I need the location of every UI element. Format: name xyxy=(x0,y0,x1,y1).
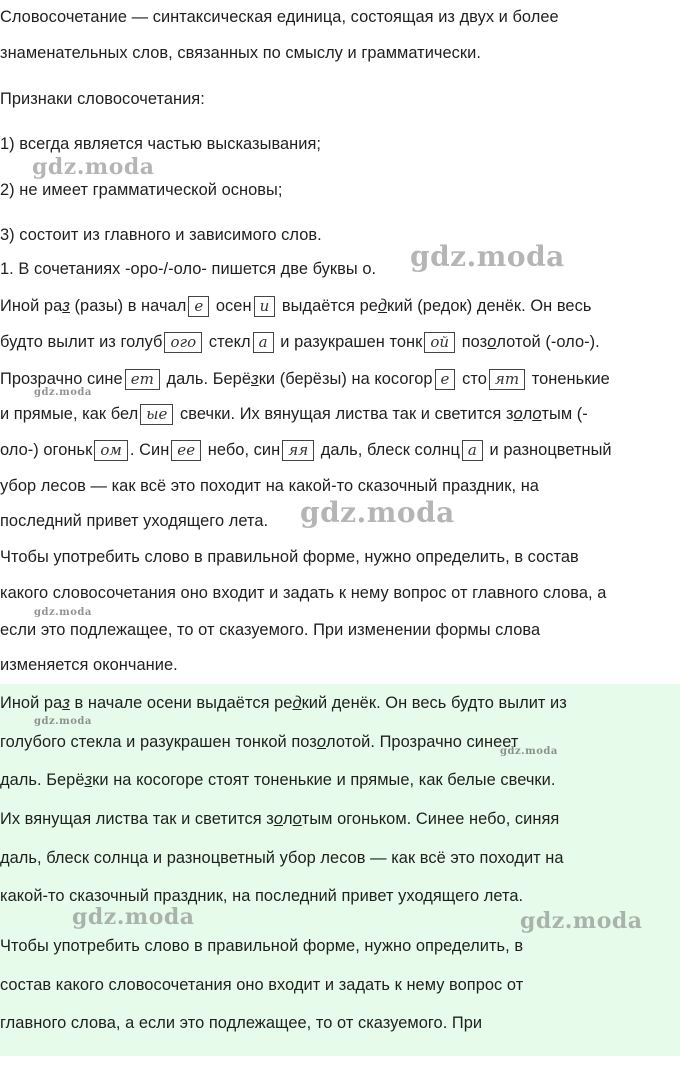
task-intro: 1. В сочетаниях -оро-/-оло- пишется две буквы о. xyxy=(0,260,377,278)
explanation-line-3: если это подлежащее, то от сказуемого. При изменении формы слова xyxy=(0,621,541,639)
marked-letter: о xyxy=(316,733,327,751)
marked-letter: о xyxy=(513,405,523,423)
answer-line-2: голубого стекла и разукрашен тонкой позолотой. Прозрачно синеет xyxy=(0,733,519,751)
watermark-logo: gdz.moda xyxy=(72,904,195,930)
sign-item-2: 2) не имеет грамматической основы; xyxy=(0,181,283,199)
answer-line-1: Иной раз в начале осени выдаётся редкий денёк. Он весь будто вылит из xyxy=(0,694,567,712)
ending-box: ого xyxy=(164,332,202,353)
answer-line-4: Их вянущая листва так и светится золотым огоньком. Синее небо, синяя xyxy=(0,810,560,828)
ending-box: ой xyxy=(424,332,455,353)
sign-item-3: 3) состоит из главного и зависимого слов. xyxy=(0,226,322,244)
answer-line-8: состав какого словосочетания оно входит и задать к нему вопрос от xyxy=(0,976,524,994)
ending-box: а xyxy=(253,332,274,353)
ending-box: ые xyxy=(140,404,173,425)
ending-box: яя xyxy=(282,440,314,461)
ending-box: е xyxy=(188,296,209,317)
marked-letter: д xyxy=(377,297,388,315)
definition-line-2: знаменательных слов, связанных по смыслу и грамматически. xyxy=(0,44,481,62)
watermark-logo: gdz.moda xyxy=(34,716,92,727)
marked-letter: о xyxy=(292,810,302,828)
watermark-logo: gdz.moda xyxy=(410,240,565,273)
watermark-logo: gdz.moda xyxy=(34,387,92,398)
watermark-logo: gdz.moda xyxy=(300,496,455,529)
ending-box: а xyxy=(462,440,483,461)
answer-line-7: Чтобы употребить слово в правильной форме, нужно определить, в xyxy=(0,937,524,955)
ending-box: ом xyxy=(94,440,128,461)
marked-letter: о xyxy=(273,810,283,828)
watermark-logo: gdz.moda xyxy=(500,746,558,757)
marked-letter: з xyxy=(62,297,70,315)
exercise-line-2: будто вылит из голуб ого стекл а и разукрашен тонк ой позолотой (-оло-). xyxy=(0,333,600,351)
sign-item-1: 1) всегда является частью высказывания; xyxy=(0,135,322,153)
marked-letter: о xyxy=(532,405,542,423)
ending-box: и xyxy=(254,296,276,317)
ending-box: ее xyxy=(171,440,201,461)
answer-line-5: даль, блеск солнца и разноцветный убор лесов — как всё это походит на xyxy=(0,849,564,867)
watermark-logo: gdz.moda xyxy=(34,607,92,618)
ending-box: ет xyxy=(125,369,160,390)
marked-letter: з xyxy=(251,370,259,388)
explanation-line-1: Чтобы употребить слово в правильной форме, нужно определить, в состав xyxy=(0,548,579,566)
marked-letter: з xyxy=(84,771,93,789)
exercise-line-6: убор лесов — как всё это походит на какой-то сказочный праздник, на xyxy=(0,477,539,495)
exercise-line-7: последний привет уходящего лета. xyxy=(0,512,269,530)
watermark-logo: gdz.moda xyxy=(520,908,643,934)
answer-line-9: главного слова, а если это подлежащее, то от сказуемого. При xyxy=(0,1014,483,1032)
answer-line-3: даль. Берёзки на косогоре стоят тоненькие и прямые, как белые свечки. xyxy=(0,771,556,789)
signs-title: Признаки словосочетания: xyxy=(0,90,205,108)
marked-letter: д xyxy=(292,694,302,712)
answer-line-6: какой-то сказочный праздник, на последний привет уходящего лета. xyxy=(0,887,524,905)
ending-box: е xyxy=(435,369,456,390)
exercise-line-1: Иной раз (разы) в начал е осен и выдаётся редкий (редок) денёк. Он весь xyxy=(0,297,592,315)
marked-letter: з xyxy=(62,694,70,712)
ending-box: ят xyxy=(489,369,525,390)
exercise-line-3: Прозрачно сине ет даль. Берёзки (берёзы) на косогор е сто ят тоненькие xyxy=(0,370,610,388)
definition-line-1: Словосочетание — синтаксическая единица, состоящая из двух и более xyxy=(0,8,559,26)
explanation-line-4: изменяется окончание. xyxy=(0,656,178,674)
explanation-line-2: какого словосочетания оно входит и задать к нему вопрос от главного слова, а xyxy=(0,584,607,602)
exercise-line-5: оло-) огоньк ом . Син ее небо, син яя даль, блеск солнц а и разноцветный xyxy=(0,441,612,459)
marked-letter: о xyxy=(487,333,497,351)
watermark-logo: gdz.moda xyxy=(32,154,155,180)
exercise-line-4: и прямые, как бел ые свечки. Их вянущая листва так и светится золотым (- xyxy=(0,405,588,423)
